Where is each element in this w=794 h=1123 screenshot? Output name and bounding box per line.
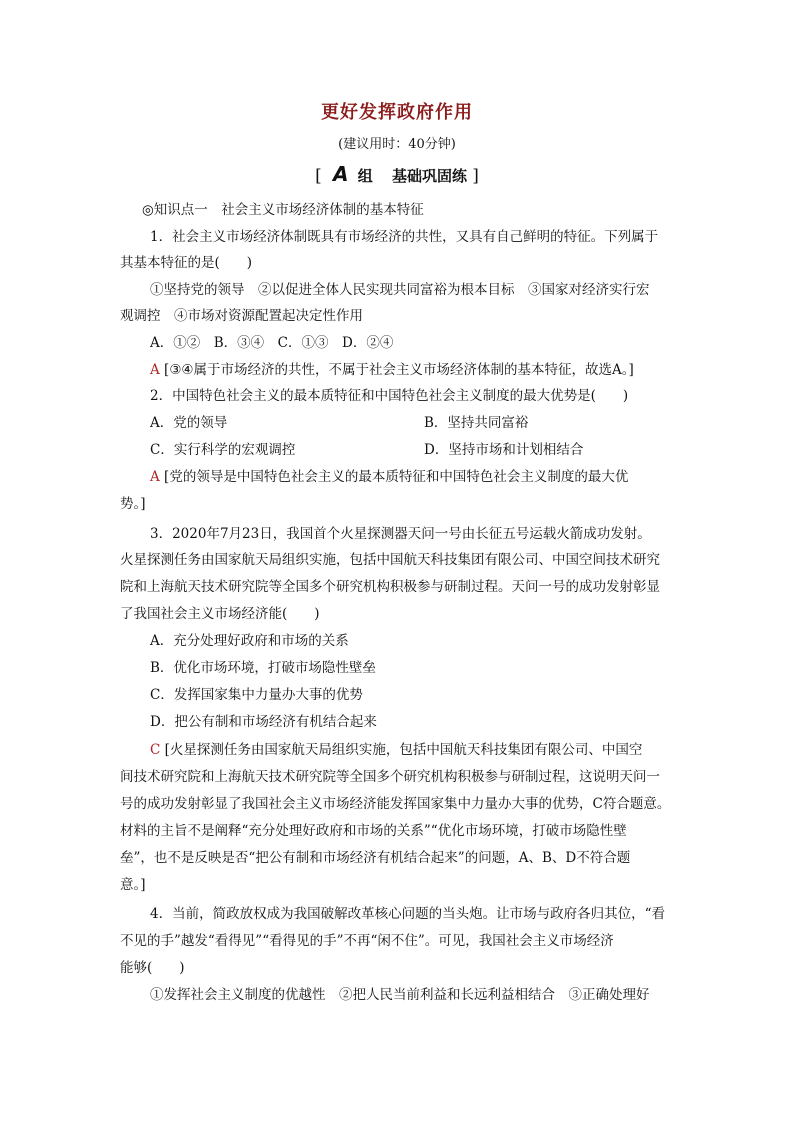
q2-row1 <box>150 411 529 431</box>
q3-answer-line3: 号的成功发射彰显了我国社会主义市场经济能发挥国家集中力量办大事的优势，C符合题意。 <box>120 796 671 812</box>
group-letter: A <box>333 162 349 186</box>
q3-option-a: A．充分处理好政府和市场的关系 <box>150 633 349 649</box>
q3-answer-line6: 意。] <box>120 877 146 893</box>
q4-options-line1: ①发挥社会主义制度的优越性 ②把人民当前利益和长远利益相结合 ③正确处理好 <box>150 987 650 1003</box>
q3-option-c: C．发挥国家集中力量办大事的优势 <box>150 687 363 703</box>
q3-answer-letter: C <box>150 742 161 758</box>
group-bracket-open: [ <box>315 166 322 186</box>
q1-stem-line1: 1．社会主义市场经济体制既具有市场经济的共性，又具有自己鲜明的特征。下列属于 <box>150 229 659 245</box>
q1-answer-letter: A <box>150 362 160 378</box>
group-bracket-close: ] <box>472 166 479 186</box>
q2-option-d: D．坚持市场和计划相结合 <box>424 442 584 458</box>
q3-stem-line2: 火星探测任务由国家航天局组织实施，包括中国航天科技集团有限公司、中国空间技术研究 <box>120 552 660 568</box>
q2-stem: 2．中国特色社会主义的最本质特征和中国特色社会主义制度的最大优势是( ) <box>150 388 629 404</box>
q2-option-c: C．实行科学的宏观调控 <box>150 442 296 458</box>
q3-answer-line5: 垒”，也不是反映是否“把公有制和市场经济有机结合起来”的问题，A、B、D不符合题 <box>120 850 631 866</box>
page-title: 更好发挥政府作用 <box>321 102 473 123</box>
group-name: 基础巩固练 <box>391 167 467 185</box>
q2-answer-line2: 势。] <box>120 496 146 512</box>
q2-option-b: B．坚持共同富裕 <box>424 415 529 431</box>
q2-option-a: A．党的领导 <box>150 415 228 431</box>
q1-answer-text: [③④属于市场经济的共性，不属于社会主义市场经济体制的基本特征，故选A。] <box>164 362 634 378</box>
q3-option-d: D．把公有制和市场经济有机结合起来 <box>150 714 377 730</box>
q4-stem-line1: 4．当前，简政放权成为我国破解改革核心问题的当头炮。让市场与政府各归其位，“看 <box>150 906 665 922</box>
q1-answer <box>150 358 634 378</box>
q2-row2 <box>150 438 584 458</box>
q3-stem-line4: 了我国社会主义市场经济能( ) <box>120 606 320 622</box>
q2-answer <box>150 465 628 485</box>
q3-answer-line2: 间技术研究院和上海航天技术研究院等全国多个研究机构积极参与研制过程，这说明天问一 <box>120 769 660 785</box>
q1-stem-line2: 其基本特征的是( ) <box>120 255 253 271</box>
q3-option-b: B．优化市场环境，打破市场隐性壁垒 <box>150 660 376 676</box>
q1-choices: A．①② B．③④ C．①③ D．②④ <box>150 335 394 351</box>
q3-answer <box>150 738 642 758</box>
q4-stem-line3: 能够( ) <box>120 960 185 976</box>
q1-options-line2: 观调控 ④市场对资源配置起决定性作用 <box>120 308 363 324</box>
q4-stem-line2: 不见的手”越发“看得见”“看得见的手”不再“闲不住”。可见，我国社会主义市场经济 <box>120 933 614 949</box>
q1-options-line1: ①坚持党的领导 ②以促进全体人民实现共同富裕为根本目标 ③国家对经济实行宏 <box>150 282 650 298</box>
q2-answer-line1: [党的领导是中国特色社会主义的最本质特征和中国特色社会主义制度的最大优 <box>164 469 629 485</box>
q2-answer-letter: A <box>150 469 160 485</box>
time-hint: (建议用时：40分钟) <box>338 137 456 152</box>
q3-stem-line1: 3．2020年7月23日，我国首个火星探测器天问一号由长征五号运载火箭成功发射。 <box>150 526 651 542</box>
q3-answer-line1: [火星探测任务由国家航天局组织实施，包括中国航天科技集团有限公司、中国空 <box>164 742 643 758</box>
q3-stem-line3: 院和上海航天技术研究院等全国多个研究机构积极参与研制过程。天问一号的成功发射彰显 <box>120 579 660 595</box>
section-heading: ◎知识点一 社会主义市场经济体制的基本特征 <box>142 202 424 218</box>
q3-answer-line4: 材料的主旨不是阐释“充分处理好政府和市场的关系”“优化市场环境，打破市场隐性壁 <box>120 823 627 839</box>
group-word: 组 <box>357 167 373 185</box>
group-heading <box>0 162 794 186</box>
